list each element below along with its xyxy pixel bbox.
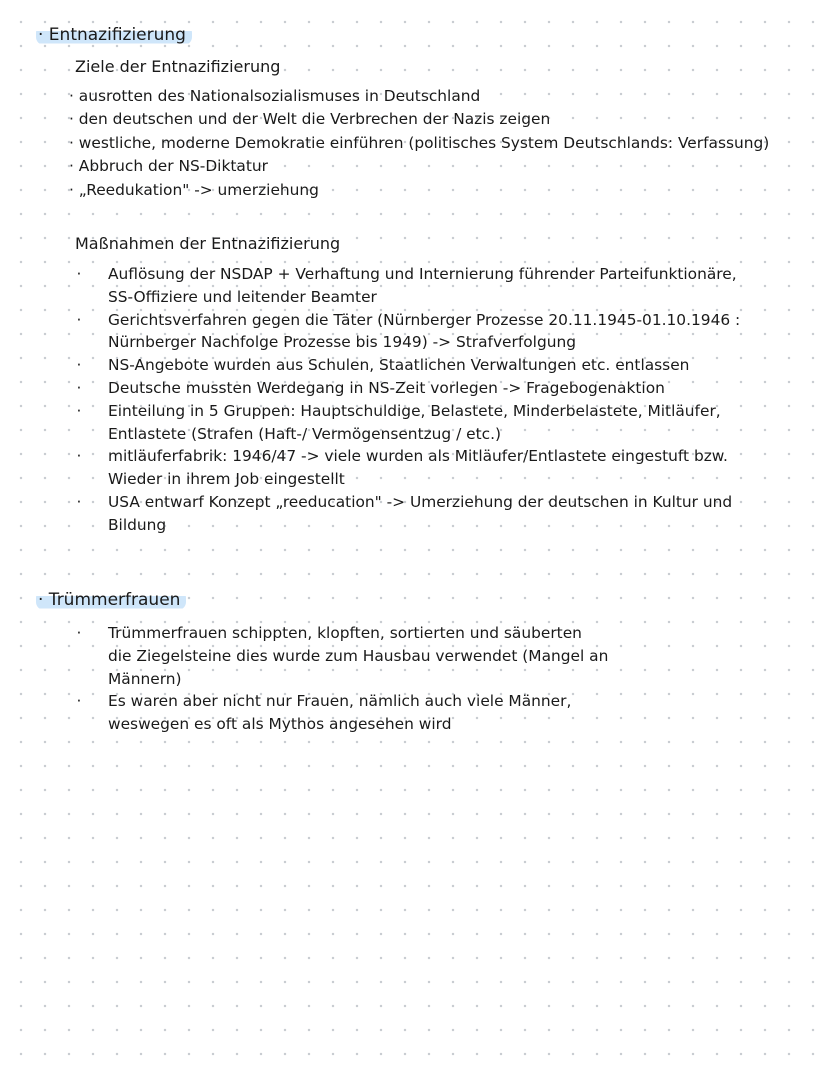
bullet-icon: · [76, 356, 82, 375]
bullet-icon: · [76, 492, 82, 511]
bullet-icon: · [76, 378, 82, 397]
list-item-text: Deutsche mussten Werdegang in NS-Zeit vorlegen -> Fragebogenaktion [108, 378, 665, 397]
subheading-massnahmen: Maßnahmen der Entnazifizierung [75, 234, 341, 253]
list-item: · westliche, moderne Demokratie einführen (politisches System Deutschlands: Verfassung) [69, 133, 770, 152]
bullet-icon: · [76, 265, 82, 283]
section-heading-entnazifizierung [36, 24, 192, 46]
bullet-icon: · [76, 310, 82, 329]
list-item [73, 309, 823, 355]
list-item-text: Einteilung in 5 Gruppen: Hauptschuldige, Belastete, Minderbelastete, Mitläufer, Entlastete (Strafen (Haft-/ Vermögensentzug / etc.) [108, 401, 721, 443]
list-item [73, 354, 823, 377]
list-item: · Abbruch der NS-Diktatur [69, 157, 268, 176]
list-item [73, 690, 773, 736]
list-item [73, 445, 823, 491]
list-item [73, 622, 773, 690]
section-heading-truemmerfrauen [36, 589, 186, 611]
truemmerfrauen-list [73, 622, 773, 736]
list-item: · „Reedukation" -> umerziehung [69, 180, 319, 199]
list-item-text: NS-Angebote wurden aus Schulen, Staatlichen Verwaltungen etc. entlassen [108, 356, 690, 375]
list-item: · ausrotten des Nationalsozialismuses in Deutschland [69, 87, 481, 105]
bullet-icon: · [76, 447, 82, 466]
list-item: · den deutschen und der Welt die Verbrechen der Nazis zeigen [69, 110, 551, 129]
list-item-text: USA entwarf Konzept „reeducation" -> Umerziehung der deutschen in Kultur und Bildung [108, 492, 733, 534]
list-item [73, 491, 823, 537]
bullet-icon: · [76, 401, 82, 420]
list-item-text: Trümmerfrauen schippten, klopften, sortierten und säuberten die Ziegelsteine dies wurde zum Hausbau verwendet (Mangel an Männern) [108, 624, 609, 688]
list-item [73, 377, 823, 400]
list-item-text: Gerichtsverfahren gegen die Täter (Nürnberger Prozesse 20.11.1945-01.10.1946 : Nürnberger Nachfolge Prozesse bis 1949) -> Strafverfolgung [108, 310, 741, 352]
list-item-text: Es waren aber nicht nur Frauen, nämlich auch viele Männer, weswegen es oft als Mythos angesehen wird [108, 692, 572, 734]
heading-highlight: · Trümmerfrauen [36, 590, 186, 610]
bullet-icon: · [76, 692, 82, 711]
list-item-text: mitläuferfabrik: 1946/47 -> viele wurden als Mitläufer/Entlastete eingestuft bzw. Wieder in ihrem Job eingestellt [108, 447, 728, 489]
heading-highlight: · Entnazifizierung [36, 25, 192, 45]
goals-list [69, 85, 769, 202]
list-item-text: Auflösung der NSDAP + Verhaftung und Internierung führender Parteifunktionäre, SS-Offiziere und leitender Beamter [108, 265, 737, 306]
list-item [73, 400, 823, 446]
measures-list [73, 263, 823, 537]
bullet-icon: · [76, 624, 82, 642]
subheading-ziele: Ziele der Entnazifizierung [75, 57, 281, 76]
list-item [73, 263, 823, 309]
